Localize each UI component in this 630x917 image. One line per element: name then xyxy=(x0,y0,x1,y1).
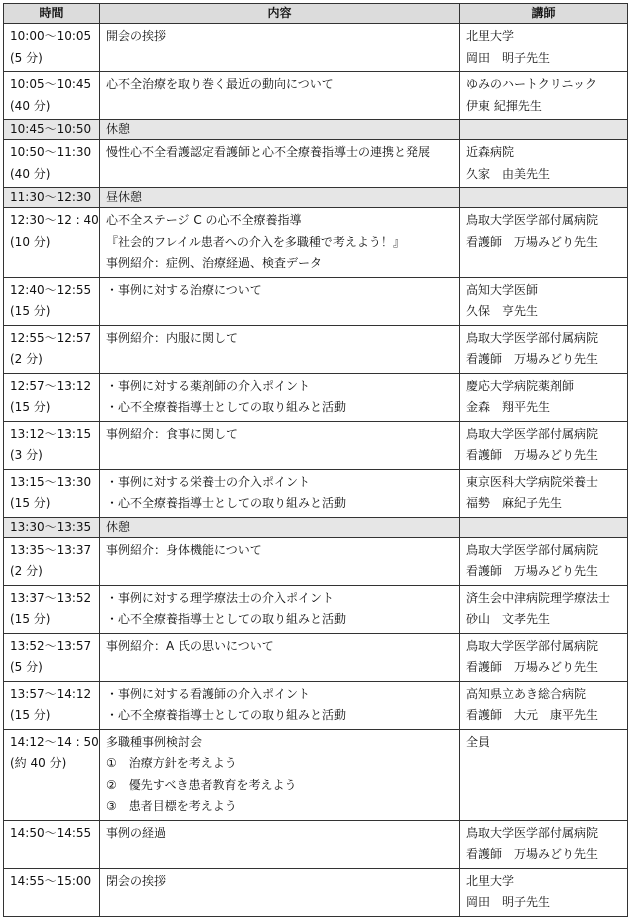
lecturer-cell xyxy=(460,517,628,537)
content-line: 開会の挨拶 xyxy=(106,29,167,43)
time-cell xyxy=(4,469,100,517)
lecturer-cell xyxy=(460,537,628,585)
content-line: 休憩 xyxy=(106,519,131,534)
content-line: ・事例に対する理学療法士の介入ポイント xyxy=(106,590,335,605)
table-row xyxy=(4,421,628,469)
lecturer-cell xyxy=(460,325,628,373)
lecturer-line: 久保 亨先生 xyxy=(466,304,539,318)
time-range: 13:57～14:12 xyxy=(10,686,92,701)
lecturer-cell xyxy=(460,820,628,868)
time-cell xyxy=(4,188,100,208)
time-range: 12:40～12:55 xyxy=(10,282,92,297)
content-line: ・事例に対する薬剤師の介入ポイント xyxy=(106,378,311,393)
content-line: ・事例に対する治療について xyxy=(106,282,262,297)
lecturer-line: 岡田 明子先生 xyxy=(466,895,551,909)
time-cell xyxy=(4,120,100,140)
content-line: 休憩 xyxy=(106,122,131,136)
time-range: 14:55～15:00 xyxy=(10,873,92,888)
time-range: 10:00～10:05 xyxy=(10,29,92,43)
duration: (15 分) xyxy=(10,612,51,626)
time-cell xyxy=(4,517,100,537)
time-range: 10:05～10:45 xyxy=(10,77,92,91)
lecturer-cell xyxy=(460,140,628,188)
content-cell xyxy=(100,517,460,537)
table-row xyxy=(4,537,628,585)
content-cell xyxy=(100,585,460,633)
lecturer-cell xyxy=(460,421,628,469)
content-cell xyxy=(100,24,460,72)
lecturer-line: 北里大学 xyxy=(466,29,515,43)
content-line: 事例紹介：症例、治療経過、検査データ xyxy=(106,256,323,270)
content-cell xyxy=(100,208,460,278)
lecturer-line: 鳥取大学医学部付属病院 xyxy=(466,213,599,227)
header-row xyxy=(4,4,628,24)
time-cell xyxy=(4,729,100,820)
table-row xyxy=(4,325,628,373)
lecturer-line: 全員 xyxy=(466,734,491,749)
content-cell xyxy=(100,421,460,469)
lecturer-line: 近森病院 xyxy=(466,145,515,159)
lecturer-line: 看護師 万場みどり先生 xyxy=(466,448,599,462)
lecturer-line: 福勢 麻紀子先生 xyxy=(466,496,563,510)
content-cell xyxy=(100,140,460,188)
content-line: ① 治療方針を考えよう xyxy=(106,756,237,770)
content-line: 事例紹介：A 氏の思いについて xyxy=(106,638,274,653)
lecturer-line: 東京医科大学病院栄養士 xyxy=(466,474,599,489)
time-range: 14:12～14 : 50 xyxy=(10,734,99,749)
content-cell xyxy=(100,72,460,120)
lecturer-cell xyxy=(460,120,628,140)
content-line: ・事例に対する看護師の介入ポイント xyxy=(106,686,311,701)
content-line: ・心不全療養指導士としての取り組みと活動 xyxy=(106,496,347,510)
duration: (5 分) xyxy=(10,50,43,65)
lecturer-line: 看護師 万場みどり先生 xyxy=(466,660,599,674)
content-line: 多職種事例検討会 xyxy=(106,734,203,749)
content-line: 事例紹介：身体機能について xyxy=(106,542,262,557)
schedule-table xyxy=(3,3,628,917)
time-cell xyxy=(4,820,100,868)
content-line: ・事例に対する栄養士の介入ポイント xyxy=(106,474,311,489)
table-row xyxy=(4,24,628,72)
content-cell xyxy=(100,868,460,916)
content-cell xyxy=(100,537,460,585)
time-range: 13:35～13:37 xyxy=(10,542,92,557)
lecturer-line: 伊東 紀揮先生 xyxy=(466,98,542,113)
lecturer-cell xyxy=(460,585,628,633)
time-range: 12:30～12 : 40 xyxy=(10,213,99,227)
duration: (15 分) xyxy=(10,304,51,318)
time-range: 10:45～10:50 xyxy=(10,122,92,136)
time-cell xyxy=(4,325,100,373)
break-row xyxy=(4,120,628,140)
time-cell xyxy=(4,277,100,325)
time-range: 10:50～11:30 xyxy=(10,145,92,159)
time-range: 12:57～13:12 xyxy=(10,378,92,393)
time-cell xyxy=(4,24,100,72)
lecturer-line: 看護師 万場みどり先生 xyxy=(466,352,599,366)
time-range: 14:50～14:55 xyxy=(10,825,92,840)
lecturer-line: 砂山 文孝先生 xyxy=(466,612,551,626)
lecturer-line: 慶応大学病院薬剤師 xyxy=(466,378,575,393)
content-line: 事例の経過 xyxy=(106,825,167,840)
time-range: 11:30～12:30 xyxy=(10,190,92,204)
lecturer-line: 看護師 万場みどり先生 xyxy=(466,234,599,249)
content-line: 心不全治療を取り巻く最近の動向について xyxy=(106,77,334,91)
content-line: 『社会的フレイル患者への介入を多職種で考えよう！』 xyxy=(106,234,405,249)
content-line: ・心不全療養指導士としての取り組みと活動 xyxy=(106,612,347,626)
content-cell xyxy=(100,469,460,517)
time-range: 13:52～13:57 xyxy=(10,638,92,653)
content-cell xyxy=(100,325,460,373)
duration: (10 分) xyxy=(10,234,51,249)
content-line: ・心不全療養指導士としての取り組みと活動 xyxy=(106,708,347,722)
lecturer-line: 鳥取大学医学部付属病院 xyxy=(466,542,599,557)
lecturer-cell xyxy=(460,24,628,72)
content-cell xyxy=(100,681,460,729)
content-line: 事例紹介：内服に関して xyxy=(106,330,239,345)
time-range: 13:37～13:52 xyxy=(10,590,92,605)
content-line: 閉会の挨拶 xyxy=(106,873,167,888)
table-row xyxy=(4,820,628,868)
lecturer-line: 看護師 万場みどり先生 xyxy=(466,564,599,578)
lecturer-line: 高知県立あき総合病院 xyxy=(466,686,587,701)
break-row xyxy=(4,517,628,537)
lecturer-line: 看護師 大元 康平先生 xyxy=(466,708,599,722)
table-row xyxy=(4,633,628,681)
duration: (5 分) xyxy=(10,660,43,674)
table-row xyxy=(4,585,628,633)
content-cell xyxy=(100,373,460,421)
lecturer-cell xyxy=(460,277,628,325)
lecturer-cell xyxy=(460,868,628,916)
time-cell xyxy=(4,633,100,681)
content-cell xyxy=(100,633,460,681)
table-row xyxy=(4,729,628,820)
lecturer-line: 鳥取大学医学部付属病院 xyxy=(466,825,599,840)
lecturer-line: 岡田 明子先生 xyxy=(466,50,551,65)
content-line: 慢性心不全看護認定看護師と心不全療養指導士の連携と発展 xyxy=(106,145,431,159)
duration: (40 分) xyxy=(10,98,51,113)
content-line: 心不全ステージ C の心不全療養指導 xyxy=(106,213,302,227)
time-cell xyxy=(4,681,100,729)
table-row xyxy=(4,72,628,120)
lecturer-cell xyxy=(460,729,628,820)
content-cell xyxy=(100,120,460,140)
time-cell xyxy=(4,421,100,469)
lecturer-line: 鳥取大学医学部付属病院 xyxy=(466,426,599,441)
lecturer-line: 済生会中津病院理学療法士 xyxy=(466,590,611,605)
lecturer-cell xyxy=(460,208,628,278)
time-cell xyxy=(4,208,100,278)
content-line: 事例紹介：食事に関して xyxy=(106,426,239,441)
table-row xyxy=(4,140,628,188)
duration: (約 40 分) xyxy=(10,756,67,770)
content-cell xyxy=(100,820,460,868)
lecturer-cell xyxy=(460,633,628,681)
lecturer-line: 鳥取大学医学部付属病院 xyxy=(466,330,599,345)
time-cell xyxy=(4,140,100,188)
time-range: 13:30～13:35 xyxy=(10,519,92,534)
lecturer-line: 金森 翔平先生 xyxy=(466,400,551,414)
lecturer-cell xyxy=(460,373,628,421)
time-cell xyxy=(4,537,100,585)
table-row xyxy=(4,469,628,517)
duration: (3 分) xyxy=(10,448,43,462)
content-line: ② 優先すべき患者教育を考えよう xyxy=(106,777,297,792)
time-range: 13:15～13:30 xyxy=(10,474,92,489)
duration: (2 分) xyxy=(10,564,43,578)
lecturer-cell xyxy=(460,681,628,729)
table-row xyxy=(4,373,628,421)
content-cell xyxy=(100,729,460,820)
header-content: 内容 xyxy=(100,4,460,24)
time-range: 12:55～12:57 xyxy=(10,330,92,345)
duration: (15 分) xyxy=(10,708,51,722)
content-line: 昼休憩 xyxy=(106,190,143,204)
break-row xyxy=(4,188,628,208)
lecturer-line: ゆみのハートクリニック xyxy=(466,77,598,91)
lecturer-line: 鳥取大学医学部付属病院 xyxy=(466,638,599,653)
content-line: ③ 患者目標を考えよう xyxy=(106,799,237,813)
duration: (15 分) xyxy=(10,400,51,414)
duration: (15 分) xyxy=(10,496,51,510)
header-time: 時間 xyxy=(4,4,100,24)
lecturer-cell xyxy=(460,469,628,517)
content-line: ・心不全療養指導士としての取り組みと活動 xyxy=(106,400,347,414)
time-range: 13:12～13:15 xyxy=(10,426,92,441)
duration: (2 分) xyxy=(10,352,43,366)
table-row xyxy=(4,868,628,916)
schedule-body xyxy=(4,24,628,917)
lecturer-line: 看護師 万場みどり先生 xyxy=(466,847,599,861)
time-cell xyxy=(4,585,100,633)
duration: (40 分) xyxy=(10,166,51,181)
table-row xyxy=(4,208,628,278)
time-cell xyxy=(4,373,100,421)
time-cell xyxy=(4,72,100,120)
table-row xyxy=(4,681,628,729)
time-cell xyxy=(4,868,100,916)
content-cell xyxy=(100,188,460,208)
table-row xyxy=(4,277,628,325)
lecturer-cell xyxy=(460,188,628,208)
lecturer-line: 久家 由美先生 xyxy=(466,166,551,181)
content-cell xyxy=(100,277,460,325)
lecturer-line: 高知大学医師 xyxy=(466,282,539,297)
lecturer-cell xyxy=(460,72,628,120)
lecturer-line: 北里大学 xyxy=(466,873,515,888)
header-lecturer: 講師 xyxy=(460,4,628,24)
